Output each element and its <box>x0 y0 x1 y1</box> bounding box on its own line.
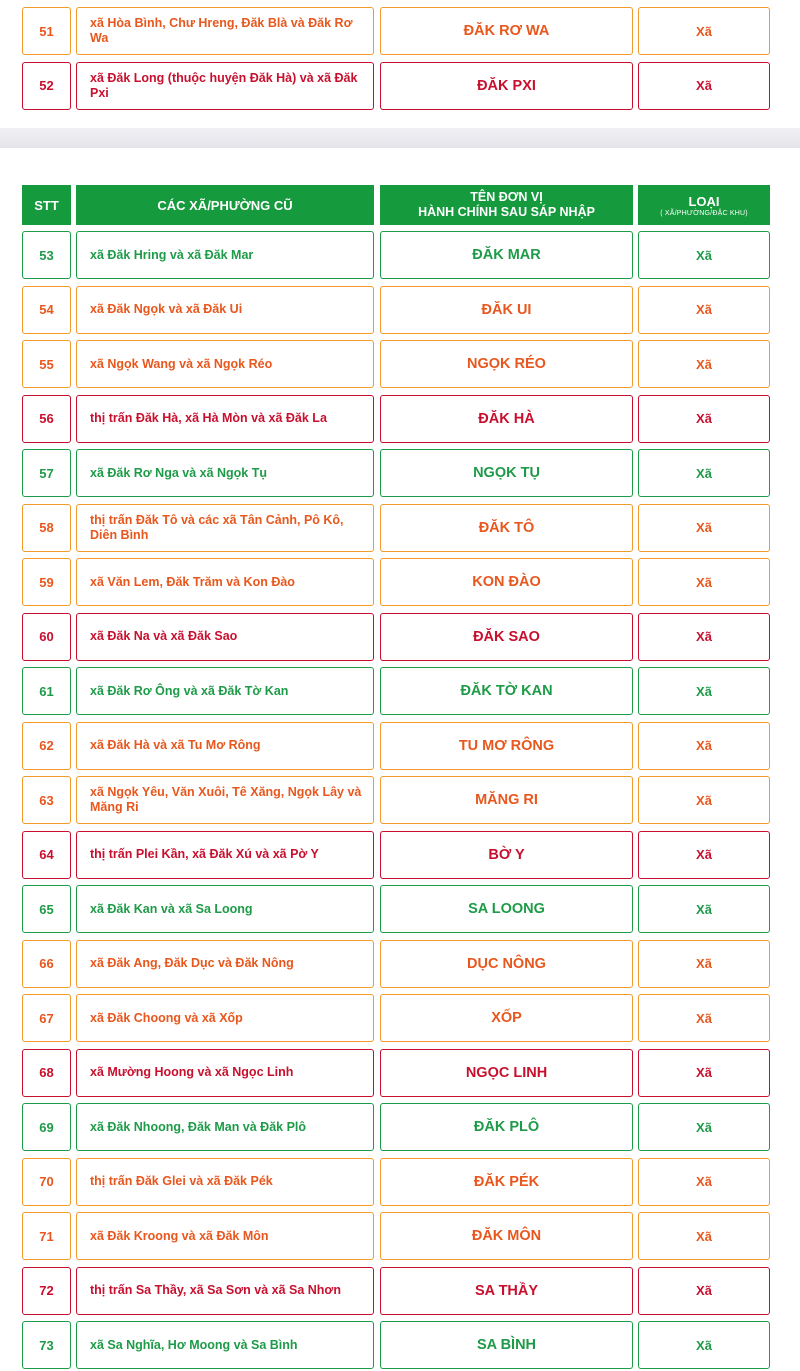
row-old-units: xã Đăk Choong và xã Xốp <box>76 994 374 1042</box>
row-stt: 55 <box>22 340 71 388</box>
header-new-name-line1: TÊN ĐƠN VỊ <box>470 190 543 204</box>
row-new-name: ĐĂK HÀ <box>380 395 633 443</box>
row-stt: 73 <box>22 1321 71 1369</box>
row-old-units: xã Đăk Kan và xã Sa Loong <box>76 885 374 933</box>
row-stt: 53 <box>22 231 71 279</box>
row-type: Xã <box>638 1158 770 1206</box>
table-row <box>22 831 770 879</box>
row-new-name: ĐĂK MAR <box>380 231 633 279</box>
row-new-name: ĐĂK TÔ <box>380 504 633 552</box>
table-row <box>22 613 770 661</box>
row-stt: 62 <box>22 722 71 770</box>
row-new-name: XỐP <box>380 994 633 1042</box>
table-row <box>22 449 770 497</box>
table-row <box>22 1267 770 1315</box>
row-old-units: xã Đăk Ang, Đăk Dục và Đăk Nông <box>76 940 374 988</box>
row-new-name: MĂNG RI <box>380 776 633 824</box>
row-type: Xã <box>638 776 770 824</box>
row-type: Xã <box>638 1267 770 1315</box>
header-type <box>638 185 770 225</box>
table-section-main <box>0 148 800 1371</box>
header-stt: STT <box>22 185 71 225</box>
row-type: Xã <box>638 940 770 988</box>
row-type: Xã <box>638 558 770 606</box>
row-old-units: xã Văn Lem, Đăk Trăm và Kon Đào <box>76 558 374 606</box>
row-type: Xã <box>638 1049 770 1097</box>
row-new-name: NGỌK RÉO <box>380 340 633 388</box>
row-type: Xã <box>638 667 770 715</box>
table-row <box>22 62 770 110</box>
row-old-units: thị trấn Đăk Glei và xã Đăk Pék <box>76 1158 374 1206</box>
row-stt: 56 <box>22 395 71 443</box>
row-old-units: xã Đăk Ngọk và xã Đăk Ui <box>76 286 374 334</box>
row-stt: 51 <box>22 7 71 55</box>
row-new-name: NGỌC LINH <box>380 1049 633 1097</box>
header-type-label: LOẠI <box>688 193 720 209</box>
row-stt: 52 <box>22 62 71 110</box>
row-stt: 59 <box>22 558 71 606</box>
row-old-units: xã Mường Hoong và xã Ngọc Linh <box>76 1049 374 1097</box>
row-type: Xã <box>638 504 770 552</box>
row-stt: 67 <box>22 994 71 1042</box>
row-type: Xã <box>638 613 770 661</box>
row-type: Xã <box>638 231 770 279</box>
row-new-name: ĐĂK TỜ KAN <box>380 667 633 715</box>
table-row <box>22 994 770 1042</box>
table-row <box>22 940 770 988</box>
table-row <box>22 1321 770 1369</box>
row-type: Xã <box>638 885 770 933</box>
row-new-name: DỤC NÔNG <box>380 940 633 988</box>
row-new-name: ĐĂK PÉK <box>380 1158 633 1206</box>
row-old-units: thị trấn Đăk Tô và các xã Tân Cảnh, Pô Kô, Diên Bình <box>76 504 374 552</box>
table-section-top <box>0 0 800 128</box>
row-old-units: xã Đăk Long (thuộc huyện Đăk Hà) và xã Đăk Pxi <box>76 62 374 110</box>
row-type: Xã <box>638 831 770 879</box>
row-old-units: xã Sa Nghĩa, Hơ Moong và Sa Bình <box>76 1321 374 1369</box>
row-new-name: ĐĂK MÔN <box>380 1212 633 1260</box>
row-old-units: xã Đăk Na và xã Đăk Sao <box>76 613 374 661</box>
row-old-units: xã Đăk Kroong và xã Đăk Môn <box>76 1212 374 1260</box>
table-row <box>22 504 770 552</box>
header-type-sub: ( XÃ/PHƯỜNG/ĐẶC KHU) <box>660 209 748 217</box>
row-type: Xã <box>638 722 770 770</box>
row-new-name: SA BÌNH <box>380 1321 633 1369</box>
header-new-name-line2: HÀNH CHÍNH SAU SÁP NHẬP <box>418 205 595 219</box>
table-header <box>22 185 770 225</box>
row-stt: 57 <box>22 449 71 497</box>
row-new-name: ĐĂK SAO <box>380 613 633 661</box>
row-old-units: xã Đăk Nhoong, Đăk Man và Đăk Plô <box>76 1103 374 1151</box>
table-row <box>22 1158 770 1206</box>
row-type: Xã <box>638 340 770 388</box>
header-old-units: CÁC XÃ/PHƯỜNG CŨ <box>76 185 374 225</box>
table-row <box>22 340 770 388</box>
row-old-units: thị trấn Plei Kần, xã Đăk Xú và xã Pờ Y <box>76 831 374 879</box>
row-stt: 61 <box>22 667 71 715</box>
row-stt: 66 <box>22 940 71 988</box>
row-type: Xã <box>638 1103 770 1151</box>
row-stt: 69 <box>22 1103 71 1151</box>
row-type: Xã <box>638 449 770 497</box>
table-row <box>22 1103 770 1151</box>
table-row <box>22 885 770 933</box>
table-row <box>22 776 770 824</box>
row-stt: 63 <box>22 776 71 824</box>
header-new-name <box>380 185 633 225</box>
row-old-units: xã Ngọk Yêu, Văn Xuôi, Tê Xăng, Ngọk Lây và Măng Ri <box>76 776 374 824</box>
row-old-units: thị trấn Sa Thầy, xã Sa Sơn và xã Sa Nhơn <box>76 1267 374 1315</box>
row-stt: 60 <box>22 613 71 661</box>
table-row <box>22 231 770 279</box>
row-new-name: SA THẦY <box>380 1267 633 1315</box>
table-row <box>22 667 770 715</box>
row-old-units: xã Đăk Rơ Nga và xã Ngọk Tụ <box>76 449 374 497</box>
row-type: Xã <box>638 1321 770 1369</box>
table-row <box>22 558 770 606</box>
row-new-name: ĐĂK UI <box>380 286 633 334</box>
row-new-name: SA LOONG <box>380 885 633 933</box>
row-stt: 68 <box>22 1049 71 1097</box>
row-new-name: ĐĂK PXI <box>380 62 633 110</box>
row-old-units: thị trấn Đăk Hà, xã Hà Mòn và xã Đăk La <box>76 395 374 443</box>
row-type: Xã <box>638 395 770 443</box>
row-old-units: xã Hòa Bình, Chư Hreng, Đăk Blà và Đăk Rơ Wa <box>76 7 374 55</box>
row-new-name: BỜ Y <box>380 831 633 879</box>
row-old-units: xã Ngọk Wang và xã Ngọk Réo <box>76 340 374 388</box>
row-new-name: TU MƠ RÔNG <box>380 722 633 770</box>
row-type: Xã <box>638 994 770 1042</box>
table-row <box>22 395 770 443</box>
row-new-name: ĐĂK RƠ WA <box>380 7 633 55</box>
row-type: Xã <box>638 286 770 334</box>
row-stt: 65 <box>22 885 71 933</box>
row-stt: 72 <box>22 1267 71 1315</box>
row-old-units: xã Đăk Hring và xã Đăk Mar <box>76 231 374 279</box>
row-stt: 58 <box>22 504 71 552</box>
row-stt: 54 <box>22 286 71 334</box>
row-old-units: xã Đăk Rơ Ông và xã Đăk Tờ Kan <box>76 667 374 715</box>
section-divider <box>0 128 800 148</box>
table-row <box>22 1049 770 1097</box>
row-new-name: KON ĐÀO <box>380 558 633 606</box>
row-type: Xã <box>638 7 770 55</box>
row-old-units: xã Đăk Hà và xã Tu Mơ Rông <box>76 722 374 770</box>
row-stt: 71 <box>22 1212 71 1260</box>
table-row <box>22 1212 770 1260</box>
row-new-name: ĐĂK PLÔ <box>380 1103 633 1151</box>
table-row <box>22 286 770 334</box>
table-row <box>22 722 770 770</box>
row-type: Xã <box>638 62 770 110</box>
row-type: Xã <box>638 1212 770 1260</box>
row-new-name: NGỌK TỤ <box>380 449 633 497</box>
row-stt: 70 <box>22 1158 71 1206</box>
table-row <box>22 7 770 55</box>
row-stt: 64 <box>22 831 71 879</box>
